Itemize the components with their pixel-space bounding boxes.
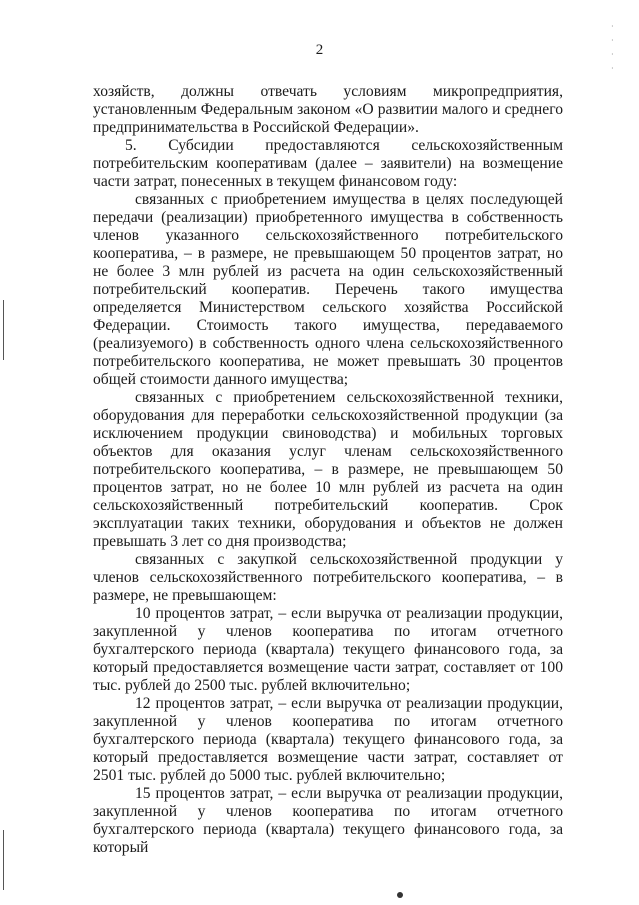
- paragraph-rate-15: 15 процентов затрат, – если выручка от реализации продукции, закупленной у членов кооператива по итогам отчетного бухгалтерского периода (квартала) текущего финансового года, за который: [93, 785, 563, 856]
- scan-bottom-mark: [397, 892, 403, 898]
- paragraph-rate-12: 12 процентов затрат, – если выручка от реализации продукции, закупленной у членов кооператива по итогам отчетного бухгалтерского периода (квартала) текущего финансового года, за который предоставляется возмещение части затрат, составляет от 2501 тыс. рублей до 5000 тыс. рублей включительно;: [93, 695, 563, 784]
- paragraph-item-5: 5. Субсидии предоставляются сельскохозяйственным потребительским кооперативам (далее – заявители) на возмещение части затрат, понесенных в текущем финансовом году:: [93, 137, 563, 190]
- paragraph-equipment-acquisition: связанных с приобретением сельскохозяйственной техники, оборудования для переработки сельскохозяйственной продукции (за исключением продукции свиноводства) и мобильных торговых объектов для оказания услуг членам сельскохозяйственного потребительского кооператива, – в размере, не превышающем 50 процентов затрат, но не более 10 млн рублей из расчета на один сельскохозяйственный потребительский кооператив. Срок эксплуатации таких техники, оборудования и объектов не должен превышать 3 лет со дня производства;: [93, 389, 563, 550]
- page-number: 2: [315, 42, 324, 58]
- paragraph-produce-purchase: связанных с закупкой сельскохозяйственной продукции у членов сельскохозяйственного потребительского кооператива, – в размере, не превышающем:: [93, 551, 563, 604]
- scan-dots: · · · ·: [611, 22, 614, 73]
- paragraph-property-acquisition: связанных с приобретением имущества в целях последующей передачи (реализации) приобретенного имущества в собственность членов указанного сельскохозяйственного потребительского кооператива, – в размере, не превышающем 50 процентов затрат, но не более 3 млн рублей из расчета на один сельскохозяйственный потребительский кооператив. Перечень такого имущества определяется Министерством сельского хозяйства Российской Федерации. Стоимость такого имущества, передаваемого (реализуемого) в собственность одного члена сельскохозяйственного потребительского кооператива, не может превышать 30 процентов общей стоимости данного имущества;: [93, 191, 563, 388]
- document-body: [93, 83, 563, 857]
- scan-edge-mark: [3, 300, 4, 360]
- scan-edge-mark: [3, 830, 4, 890]
- paragraph-continuation: хозяйств, должны отвечать условиям микропредприятия, установленным Федеральным законом «О развитии малого и среднего предпринимательства в Российской Федерации».: [93, 83, 563, 136]
- paragraph-rate-10: 10 процентов затрат, – если выручка от реализации продукции, закупленной у членов кооператива по итогам отчетного бухгалтерского периода (квартала) текущего финансового года, за который предоставляется возмещение части затрат, составляет от 100 тыс. рублей до 2500 тыс. рублей включительно;: [93, 605, 563, 694]
